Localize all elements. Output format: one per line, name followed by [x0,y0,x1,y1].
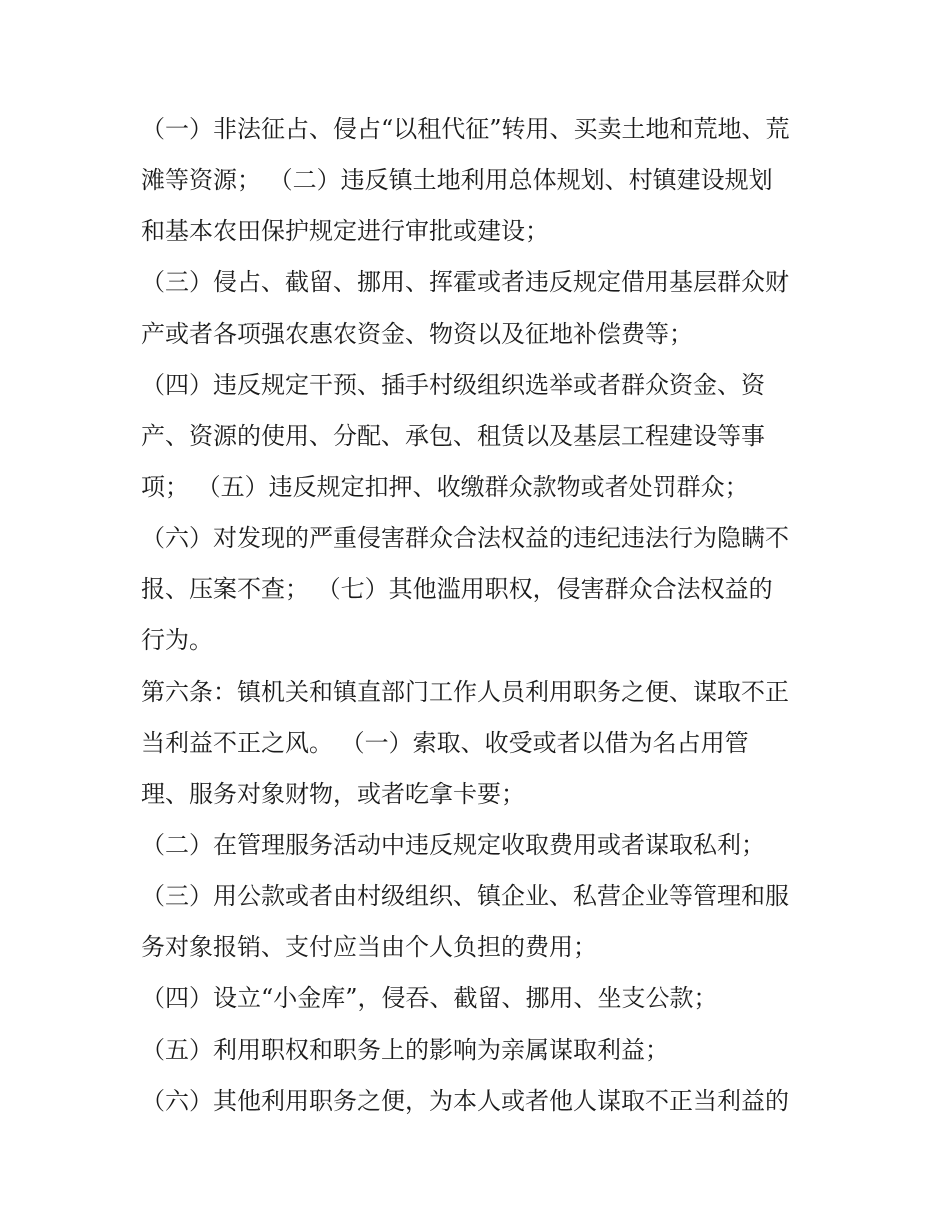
text-line: 报、压案不查； （七）其他滥用职权，侵害群众合法权益的 [141,575,773,604]
text-line: 行为。 [141,626,213,655]
text-line: （三）用公款或者由村级组织、镇企业、私营企业等管理和服 [141,882,789,911]
text-line: 第六条：镇机关和镇直部门工作人员利用职务之便、谋取不正 [141,677,789,706]
text-line: （一）非法征占、侵占“以租代征”转用、买卖土地和荒地、荒 [141,115,790,143]
text-line: （四）违反规定干预、插手村级组织选举或者群众资金、资 [141,370,765,399]
text-line: （六）对发现的严重侵害群众合法权益的违纪违法行为隐瞒不 [141,524,789,553]
text-line: （四）设立“小金库”，侵吞、截留、挪用、坐支公款； [141,984,718,1013]
text-line: 理、服务对象财物，或者吃拿卡要； [141,779,525,808]
text-line: （三）侵占、截留、挪用、挥霍或者违反规定借用基层群众财 [141,268,789,297]
text-line: （六）其他利用职务之便，为本人或者他人谋取不正当利益的 [141,1086,789,1115]
document-body [141,107,831,1130]
text-line: 当利益不正之风。 （一）索取、收受或者以借为名占用管 [141,728,749,757]
text-line: （五）利用职权和职务上的影响为亲属谋取利益； [141,1035,669,1064]
text-line: 项； （五）违反规定扣押、收缴群众款物或者处罚群众； [141,472,749,501]
text-line: 滩等资源； （二）违反镇土地利用总体规划、村镇建设规划 [141,166,773,195]
text-line: 务对象报销、支付应当由个人负担的费用； [141,933,597,962]
text-line: 产或者各项强农惠农资金、物资以及征地补偿费等； [141,319,693,348]
text-line: 和基本农田保护规定进行审批或建设； [141,217,549,246]
text-line: 产、资源的使用、分配、承包、租赁以及基层工程建设等事 [141,421,765,450]
text-line: （二）在管理服务活动中违反规定收取费用或者谋取私利； [141,830,765,859]
